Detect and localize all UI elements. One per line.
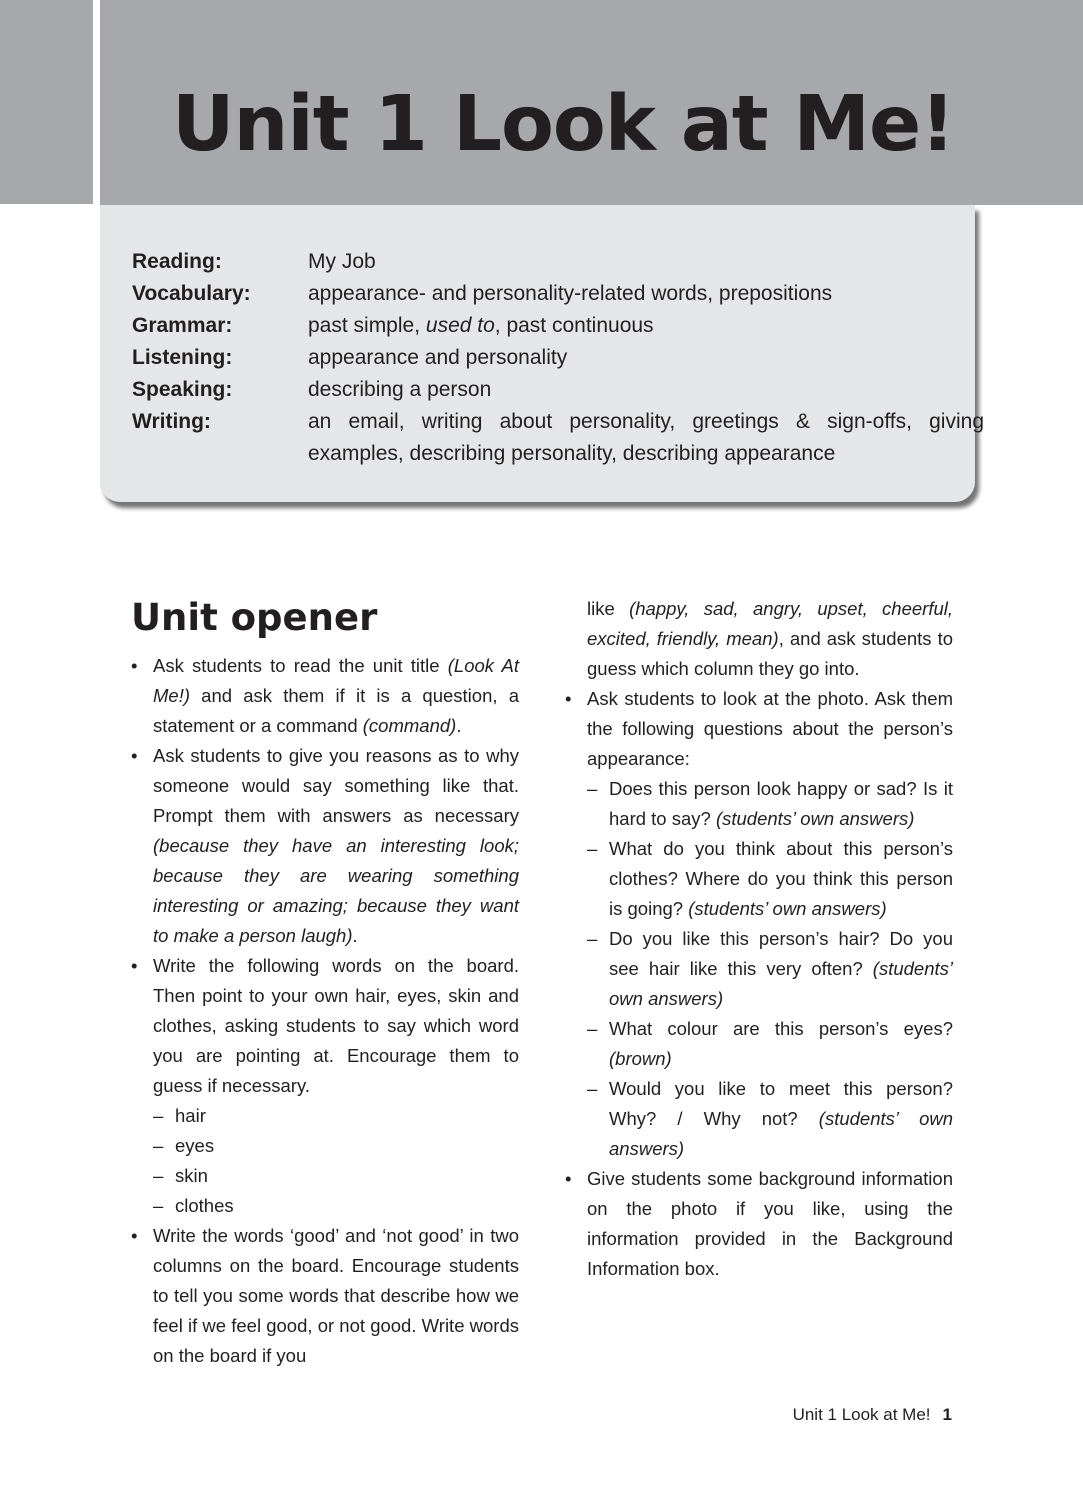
bullet-item: • Give students some background information on the photo if you like, using the information provided in the Background Information box. (565, 1164, 953, 1284)
overview-value: appearance and personality (308, 346, 568, 369)
question-item: – What do you think about this person’s clothes? Where do you think this person is going? (students’ own answers) (565, 834, 953, 924)
text-column-left (131, 651, 519, 1371)
question-item: – Do you like this person’s hair? Do you see hair like this very often? (students’ own answers) (565, 924, 953, 1014)
corner-block (0, 0, 93, 204)
overview-value: an email, writing about personality, greetings & sign-offs, giving examples, describing personality, describing appearance (308, 410, 984, 465)
bullet-item: • Ask students to look at the photo. Ask them the following questions about the person’s appearance: (565, 684, 953, 774)
bullet-item: • Ask students to give you reasons as to why someone would say something like that. Prompt them with answers as necessary (because they have an interesting look; because they are wearing something interesting or amazing; because they want to make a person laugh). (131, 741, 519, 951)
overview-label: Listening: (132, 346, 233, 369)
overview-value: describing a person (308, 378, 492, 401)
word-list-item: – eyes (131, 1131, 519, 1161)
bullet-continuation: like (happy, sad, angry, upset, cheerful, excited, friendly, mean), and ask students to guess which column they go into. (587, 598, 953, 679)
overview-label: Speaking: (132, 378, 233, 401)
overview-value-text: , past continuous (494, 314, 654, 337)
word-list-item: – clothes (131, 1191, 519, 1221)
running-title: Unit 1 Look at Me! (792, 1405, 931, 1424)
unit-name: Look at Me! (452, 80, 955, 169)
overview-label: Writing: (132, 410, 211, 433)
question-item: – Does this person look happy or sad? Is it hard to say? (students’ own answers) (565, 774, 953, 834)
word-list-item: – skin (131, 1161, 519, 1191)
overview-value-italic: used to (425, 314, 495, 337)
overview-label: Grammar: (132, 314, 233, 337)
unit-title (172, 80, 955, 169)
overview-label: Reading: (132, 250, 222, 273)
overview-value-text: past simple, (308, 314, 426, 337)
question-item: – Would you like to meet this person? Why? / Why not? (students’ own answers) (565, 1074, 953, 1164)
page-footer (793, 1402, 952, 1428)
bullet-item: • Write the following words on the board. Then point to your own hair, eyes, skin and clothes, asking students to say which word you are pointing at. Encourage them to guess if necessary. (131, 951, 519, 1101)
overview-value: My Job (308, 250, 376, 273)
section-heading: Unit opener (131, 596, 378, 639)
bullet-item: • Ask students to read the unit title (Look At Me!) and ask them if it is a question, a statement or a command (command). (131, 651, 519, 741)
overview-label: Vocabulary: (132, 282, 251, 305)
unit-number: Unit 1 (172, 80, 427, 169)
overview-value (308, 310, 984, 342)
bullet-item: • Write the words ‘good’ and ‘not good’ in two columns on the board. Encourage students to tell you some words that describe how we feel if we feel good, or not good. Write words on the board if you (131, 1221, 519, 1371)
page-number: 1 (942, 1405, 952, 1424)
text-column-right (565, 594, 953, 1284)
question-item: – What colour are this person’s eyes? (brown) (565, 1014, 953, 1074)
unit-overview-box (100, 205, 984, 502)
overview-value: appearance- and personality-related words, prepositions (308, 282, 833, 305)
word-list-item: – hair (131, 1101, 519, 1131)
